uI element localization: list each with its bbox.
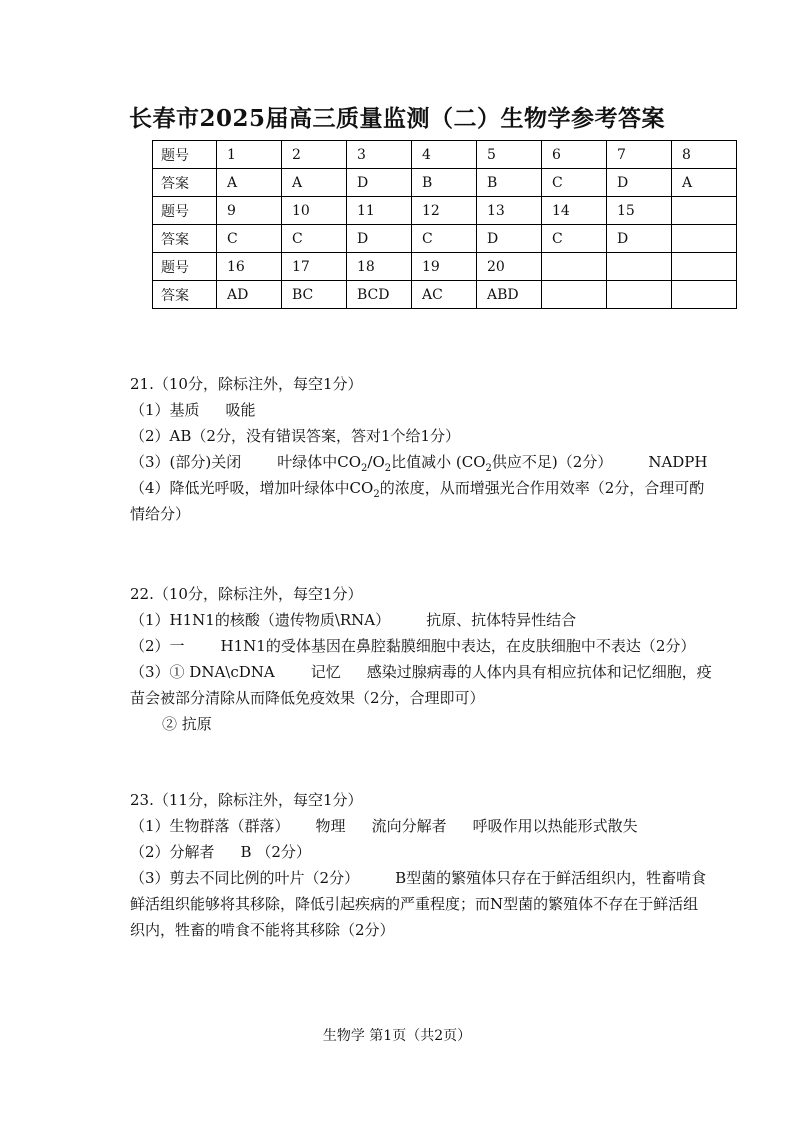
answer-table-cell: C <box>542 225 607 253</box>
answer-table-cell: AD <box>217 281 282 309</box>
answer-table-cell: B <box>412 169 477 197</box>
answer-table-cell: D <box>347 169 412 197</box>
answer-table-cell: 2 <box>282 141 347 169</box>
question-21 <box>130 371 760 527</box>
answer-table-cell: 5 <box>477 141 542 169</box>
answer-table-cell: C <box>412 225 477 253</box>
q23-line-3: （3）剪去不同比例的叶片（2分） B型菌的繁殖体只存在于鲜活组织内，牲畜啃食 <box>130 869 707 887</box>
answer-table-cell: 4 <box>412 141 477 169</box>
answer-table-cell: 10 <box>282 197 347 225</box>
answer-table-cell: D <box>477 225 542 253</box>
answer-table-row <box>153 281 737 309</box>
answer-table <box>152 140 737 309</box>
answer-table-cell <box>607 281 672 309</box>
answer-table-row-label: 答案 <box>153 281 217 309</box>
q21-line-5: 情给分） <box>130 505 191 523</box>
answer-table-cell: 18 <box>347 253 412 281</box>
answer-table-cell: A <box>672 169 737 197</box>
answer-table-cell: 7 <box>607 141 672 169</box>
question-22 <box>130 581 760 737</box>
answer-table-cell: A <box>217 169 282 197</box>
answer-table-cell: 9 <box>217 197 282 225</box>
answer-table-cell: 12 <box>412 197 477 225</box>
answer-table-cell: AC <box>412 281 477 309</box>
answer-table-cell: D <box>347 225 412 253</box>
q22-line-4: 苗会被部分清除从而降低免疫效果（2分，合理即可） <box>130 689 485 707</box>
answer-table-cell: 11 <box>347 197 412 225</box>
answer-table-cell: D <box>607 169 672 197</box>
answer-table-cell <box>542 281 607 309</box>
answer-table-cell: 3 <box>347 141 412 169</box>
q22-line-2: （2）一 H1N1的受体基因在鼻腔黏膜细胞中表达，在皮肤细胞中不表达（2分） <box>130 637 696 655</box>
answer-table-cell <box>542 253 607 281</box>
answer-table-cell: BC <box>282 281 347 309</box>
answer-table-cell: BCD <box>347 281 412 309</box>
answer-table-cell: 20 <box>477 253 542 281</box>
answer-table-cell: 6 <box>542 141 607 169</box>
q21-line-3: （3）(部分)关闭 叶绿体中$CO_2/O_2$比值减小 ($CO_2$供应不足)（2分） NADPH <box>130 453 708 474</box>
q21-header: 21.（10分，除标注外，每空1分） <box>130 375 363 393</box>
q23-line-5: 织内，牲畜的啃食不能将其移除（2分） <box>130 921 395 939</box>
answer-table-cell: C <box>282 225 347 253</box>
answer-table-cell <box>607 253 672 281</box>
answer-table-row <box>153 253 737 281</box>
answer-table-row <box>153 169 737 197</box>
answer-table-row <box>153 225 737 253</box>
answer-table-row-label: 答案 <box>153 225 217 253</box>
answer-table-cell: D <box>607 225 672 253</box>
answer-table-row-label: 题号 <box>153 197 217 225</box>
answer-table-cell: A <box>282 169 347 197</box>
question-23 <box>130 787 760 943</box>
answer-table-cell: B <box>477 169 542 197</box>
answer-table-cell: 19 <box>412 253 477 281</box>
answer-table-cell: 14 <box>542 197 607 225</box>
answer-table-cell: C <box>542 169 607 197</box>
answer-table-cell <box>672 225 737 253</box>
answer-table-cell <box>672 281 737 309</box>
answer-table-cell: 16 <box>217 253 282 281</box>
q21-line-4: （4）降低光呼吸，增加叶绿体中$CO_2$的浓度，从而增强光合作用效率（2分，合理可酌 <box>130 479 705 500</box>
q23-line-2: （2）分解者 B （2分） <box>130 843 311 861</box>
q22-line-5: ② 抗原 <box>162 715 212 733</box>
answer-table-row <box>153 197 737 225</box>
answer-table-row-label: 答案 <box>153 169 217 197</box>
q22-header: 22.（10分，除标注外，每空1分） <box>130 585 363 603</box>
answer-table-row <box>153 141 737 169</box>
page-title: 长春市2025届高三质量监测（二）生物学参考答案 <box>128 105 665 132</box>
answer-table-cell <box>672 197 737 225</box>
q23-line-1: （1）生物群落（群落） 物理 流向分解者 呼吸作用以热能形式散失 <box>130 817 638 835</box>
answer-table-cell: 13 <box>477 197 542 225</box>
answer-table-row-label: 题号 <box>153 141 217 169</box>
answer-table-cell <box>672 253 737 281</box>
q23-line-4: 鲜活组织能够将其移除，降低引起疾病的严重程度；而N型菌的繁殖体不存在于鲜活组 <box>130 895 699 913</box>
q22-line-1: （1）H1N1的核酸（遗传物质\RNA） 抗原、抗体特异性结合 <box>130 611 577 629</box>
q23-header: 23.（11分，除标注外，每空1分） <box>130 791 363 809</box>
answer-table-cell: 8 <box>672 141 737 169</box>
q22-line-3: （3）① DNA\cDNA 记忆 感染过腺病毒的人体内具有相应抗体和记忆细胞，疫 <box>130 663 712 681</box>
answer-table-cell: 17 <box>282 253 347 281</box>
answer-table-cell: C <box>217 225 282 253</box>
answer-table-cell: ABD <box>477 281 542 309</box>
page-footer: 生物学 第1页（共2页） <box>322 1028 472 1044</box>
q21-line-2: （2）AB（2分，没有错误答案，答对1个给1分） <box>130 427 461 445</box>
answer-table-cell: 1 <box>217 141 282 169</box>
q21-line-1: （1）基质 吸能 <box>130 401 256 419</box>
answer-table-cell: 15 <box>607 197 672 225</box>
answer-table-row-label: 题号 <box>153 253 217 281</box>
